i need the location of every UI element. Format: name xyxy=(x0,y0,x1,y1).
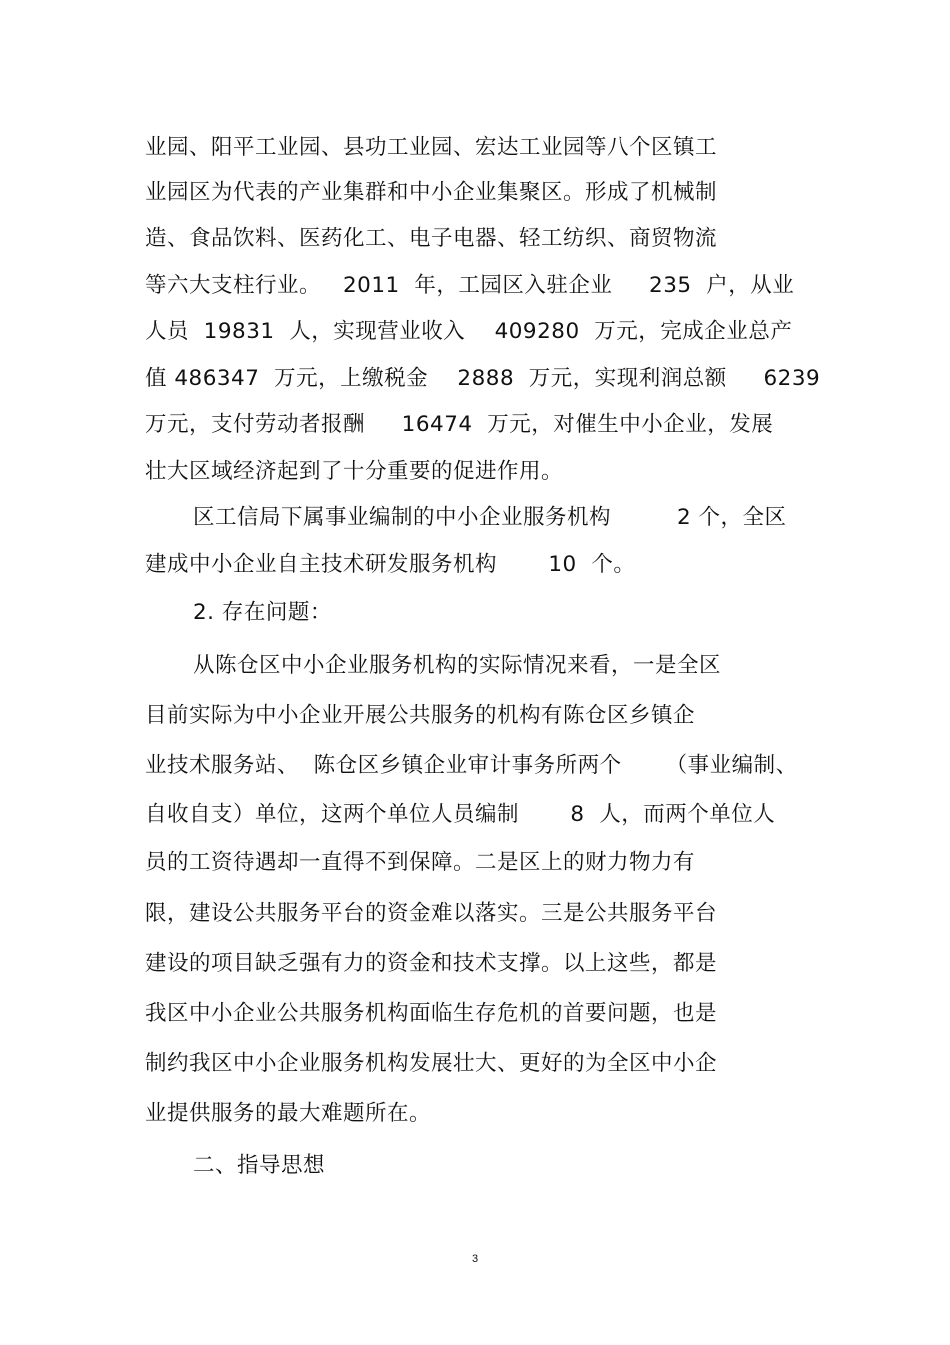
text-line: 制约我区中小企业服务机构发展壮大、更好的为全区中小企 xyxy=(145,1051,718,1076)
text-line: 业园区为代表的产业集群和中小企业集聚区。形成了机械制 xyxy=(145,180,718,205)
text-line: 员的工资待遇却一直得不到保障。二是区上的财力物力有 xyxy=(145,850,696,875)
text-line: 建成中小企业自主技术研发服务机构 10 个。 xyxy=(145,552,636,577)
text-line: 造、食品饮料、医药化工、电子电器、轻工纺织、商贸物流 xyxy=(145,226,718,251)
text-line: 业技术服务站、 陈仓区乡镇企业审计事务所两个 （事业编制、 xyxy=(145,753,798,778)
text-line: 业提供服务的最大难题所在。 xyxy=(145,1101,432,1126)
text-line: 万元，支付劳动者报酬 16474 万元，对催生中小企业，发展 xyxy=(145,412,774,437)
text-line: 壮大区域经济起到了十分重要的促进作用。 xyxy=(145,459,564,484)
text-line: 自收自支）单位，这两个单位人员编制 8 人，而两个单位人 xyxy=(145,802,776,827)
text-line: 我区中小企业公共服务机构面临生存危机的首要问题，也是 xyxy=(145,1001,718,1026)
text-line: 值 486347 万元，上缴税金 2888 万元，实现利润总额 6239 xyxy=(145,366,821,391)
paragraph-start-line: 从陈仓区中小企业服务机构的实际情况来看，一是全区 xyxy=(193,653,722,678)
text-line: 等六大支柱行业。 2011 年，工园区入驻企业 235 户，从业 xyxy=(145,273,795,298)
text-line: 人员 19831 人，实现营业收入 409280 万元，完成企业总产 xyxy=(145,319,793,344)
section-heading: 二、指导思想 xyxy=(193,1153,326,1178)
text-line: 建设的项目缺乏强有力的资金和技术支撑。以上这些，都是 xyxy=(145,951,718,976)
text-line: 业园、阳平工业园、县功工业园、宏达工业园等八个区镇工 xyxy=(145,135,718,160)
paragraph-start-line: 区工信局下属事业编制的中小企业服务机构 2 个，全区 xyxy=(193,505,787,530)
text-line: 目前实际为中小企业开展公共服务的机构有陈仓区乡镇企 xyxy=(145,703,696,728)
text-line: 限，建设公共服务平台的资金难以落实。三是公共服务平台 xyxy=(145,901,718,926)
page-number: 3 xyxy=(471,1253,479,1265)
section-subheading: 2. 存在问题： xyxy=(193,600,332,625)
